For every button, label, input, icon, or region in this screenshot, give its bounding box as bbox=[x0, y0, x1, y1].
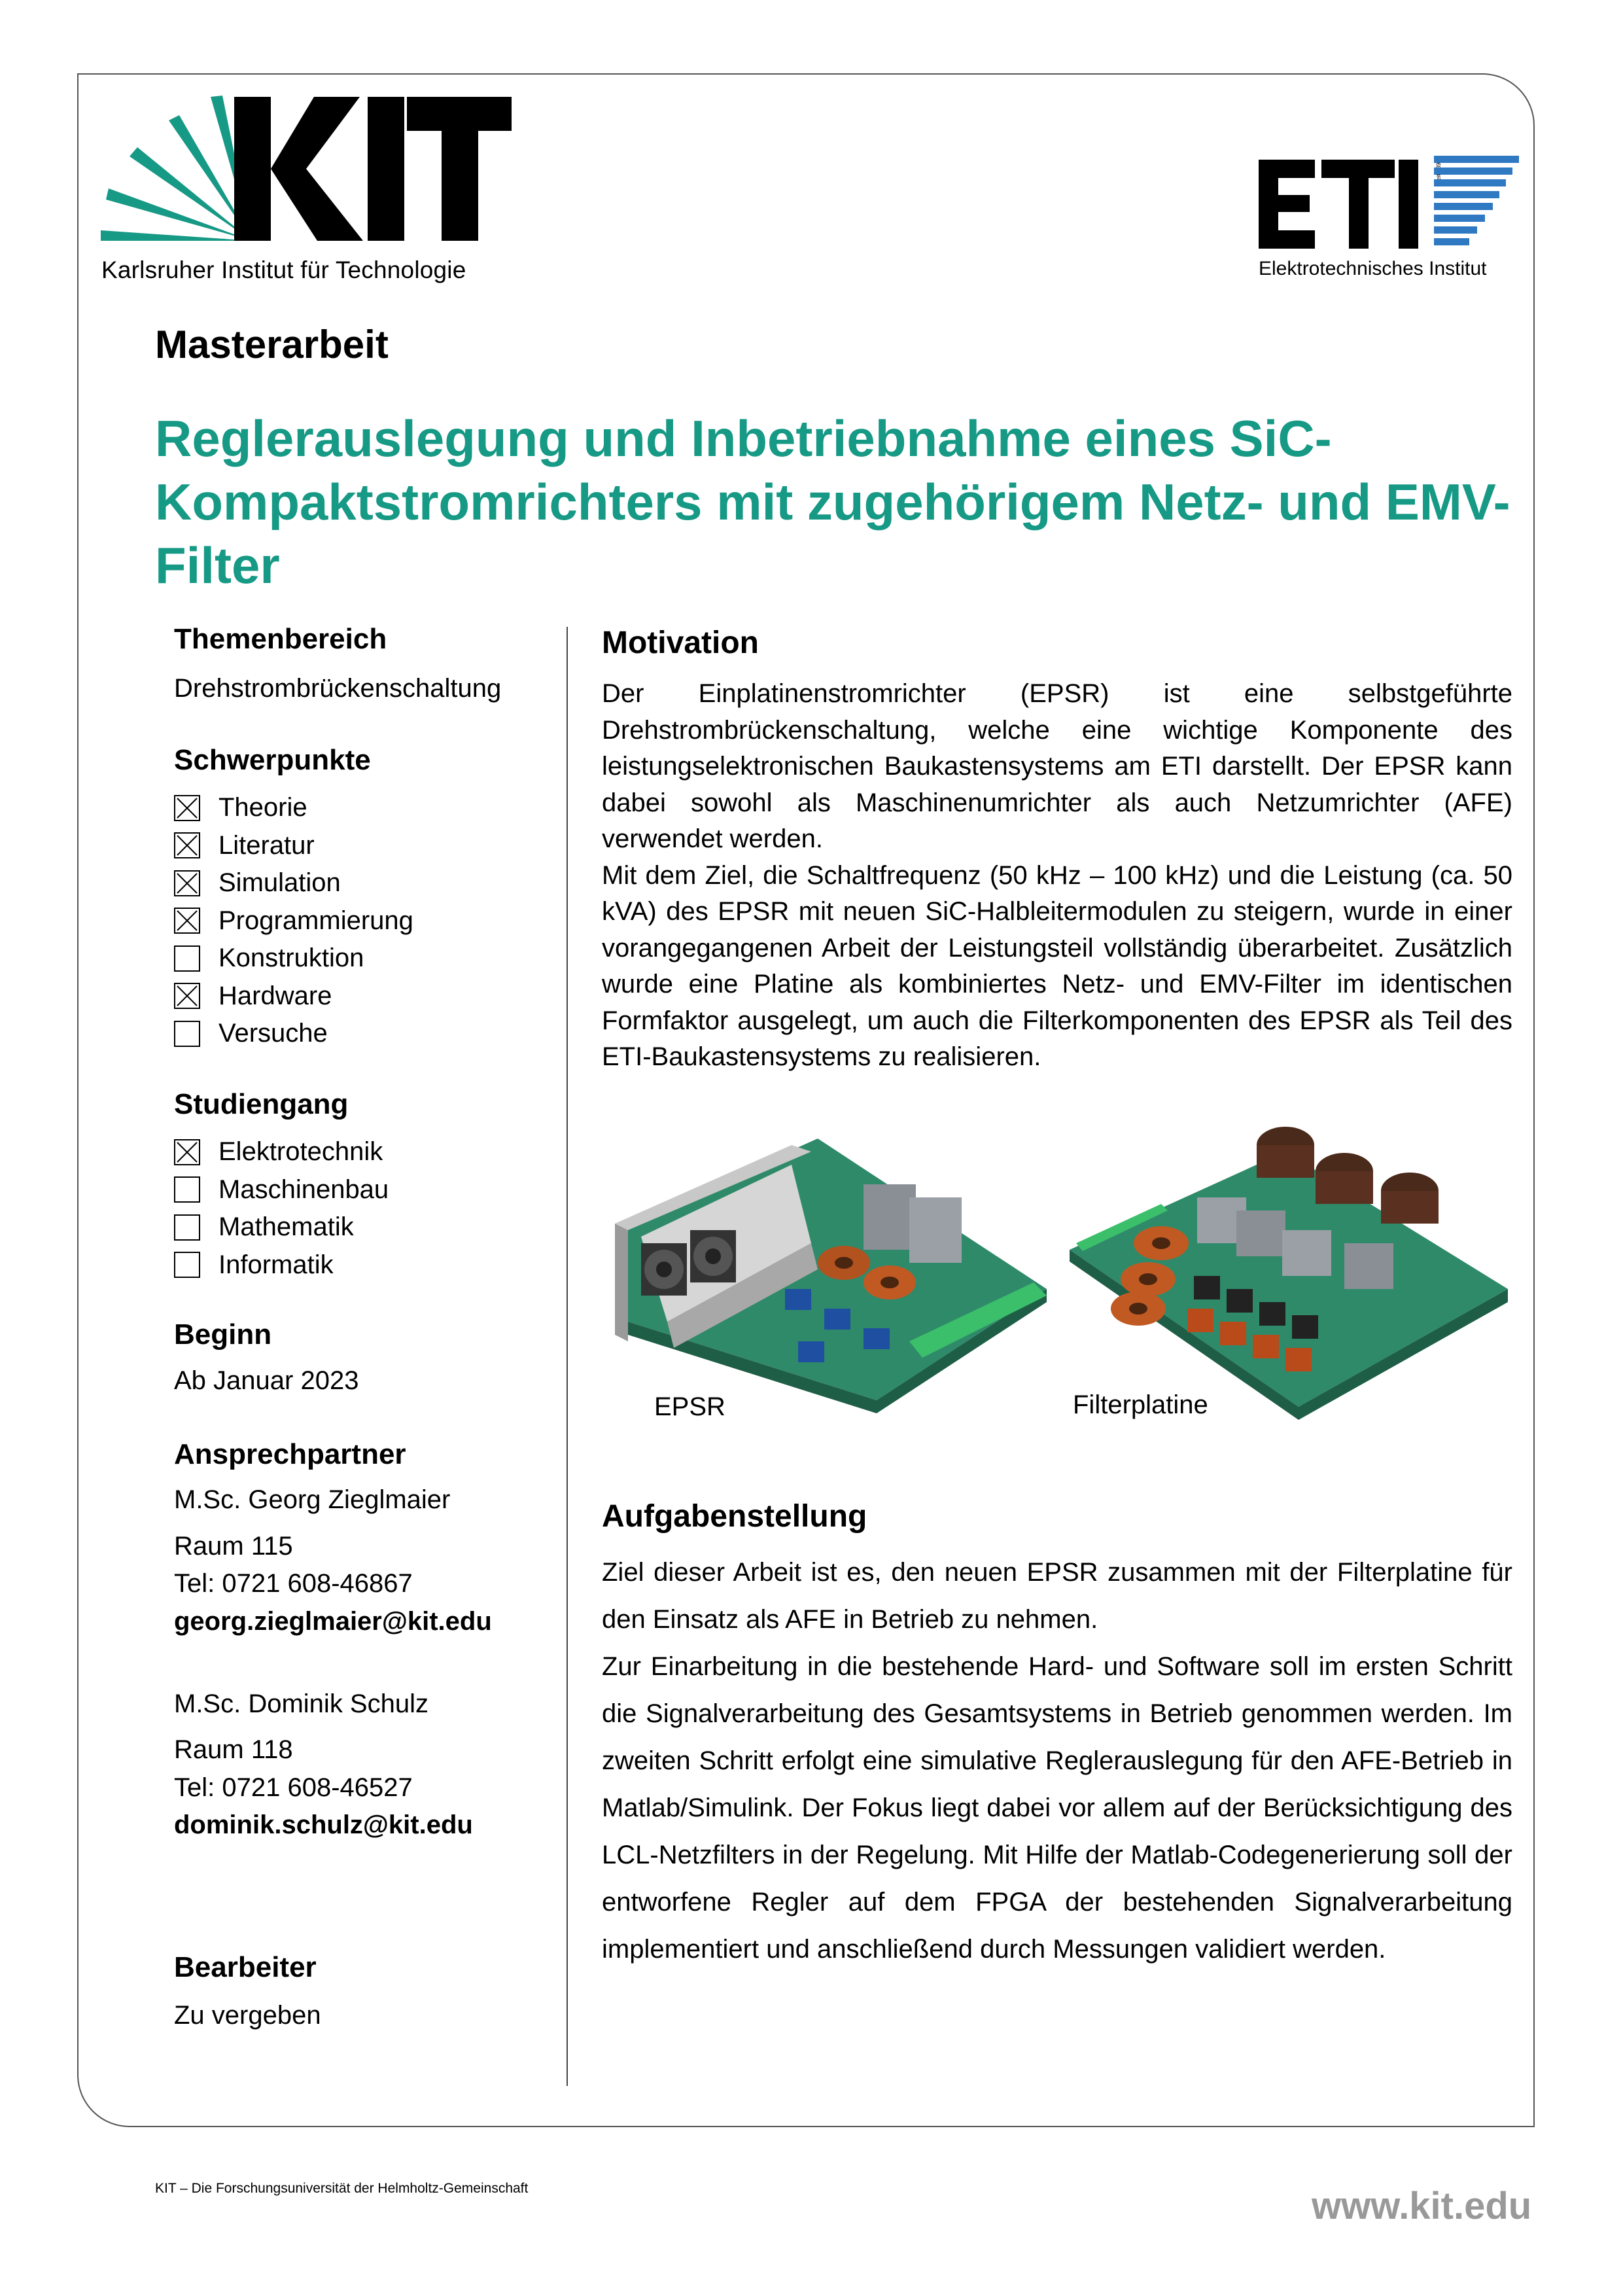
aufgabe-paragraph-1: Ziel dieser Arbeit ist es, den neuen EPSR zusammen mit der Filterplatine für den Einsatz als AFE in Betrieb zu nehmen. bbox=[602, 1558, 1512, 1634]
aufgabenstellung-heading: Aufgabenstellung bbox=[602, 1499, 867, 1534]
studiengang-heading: Studiengang bbox=[174, 1088, 349, 1120]
filterplatine-caption: Filterplatine bbox=[1073, 1390, 1208, 1419]
checkbox-label: Maschinenbau bbox=[218, 1174, 389, 1204]
checkbox-label: Programmierung bbox=[218, 906, 413, 935]
checkbox-item bbox=[174, 1209, 389, 1246]
bearbeiter-value: Zu vergeben bbox=[174, 2001, 321, 2030]
contact-email[interactable]: dominik.schulz@kit.edu bbox=[174, 1810, 473, 1839]
epsr-image bbox=[602, 1125, 1053, 1413]
checkbox-label: Mathematik bbox=[218, 1212, 354, 1242]
motivation-paragraph-1: Der Einplatinenstromrichter (EPSR) ist eine selbstgeführte Drehstrombrückenschaltung, welche eine wichtige Komponente des leistungselektronischen Baukastensystems am ETI darstellt. Der EPSR kann dabei sowohl als Maschinenumrichter als auch Netzumrichter (AFE) verwendet werden. bbox=[602, 679, 1512, 853]
checkbox-label: Simulation bbox=[218, 868, 341, 898]
checkbox-label: Hardware bbox=[218, 981, 332, 1010]
checkbox-item bbox=[174, 940, 413, 978]
themenbereich-heading: Themenbereich bbox=[174, 623, 387, 655]
filterplatine-image bbox=[1063, 1112, 1521, 1426]
checkbox-icon bbox=[174, 1214, 200, 1241]
epsr-caption: EPSR bbox=[654, 1392, 725, 1421]
checkbox-icon bbox=[174, 795, 200, 821]
themenbereich-value: Drehstrombrückenschaltung bbox=[174, 674, 502, 703]
contact-name: M.Sc. Georg Zieglmaier bbox=[174, 1485, 451, 1514]
document-type: Masterarbeit bbox=[155, 323, 389, 366]
check-x-icon bbox=[175, 834, 199, 857]
contact-name: M.Sc. Dominik Schulz bbox=[174, 1689, 428, 1718]
bearbeiter-heading: Bearbeiter bbox=[174, 1951, 317, 1983]
checkbox-icon bbox=[174, 832, 200, 858]
checkbox-item bbox=[174, 902, 413, 940]
kit-logo bbox=[98, 92, 517, 249]
schwerpunkte-list bbox=[174, 789, 413, 1053]
checkbox-icon bbox=[174, 945, 200, 972]
motivation-text bbox=[602, 676, 1512, 1076]
checkbox-icon bbox=[174, 1139, 200, 1165]
checkbox-label: Versuche bbox=[218, 1019, 328, 1048]
check-x-icon bbox=[175, 909, 199, 932]
footer-tagline: KIT – Die Forschungsuniversität der Helmholtz-Gemeinschaft bbox=[155, 2181, 529, 2196]
footer-url[interactable]: www.kit.edu bbox=[1312, 2185, 1532, 2227]
checkbox-item bbox=[174, 864, 413, 902]
studiengang-list bbox=[174, 1133, 389, 1284]
check-x-icon bbox=[175, 984, 199, 1008]
checkbox-icon bbox=[174, 908, 200, 934]
check-x-icon bbox=[175, 872, 199, 895]
contact-room: Raum 115 bbox=[174, 1532, 293, 1561]
checkbox-item bbox=[174, 1133, 389, 1171]
checkbox-label: Informatik bbox=[218, 1250, 334, 1279]
column-divider bbox=[567, 627, 568, 2086]
checkbox-label: Konstruktion bbox=[218, 944, 364, 973]
motivation-heading: Motivation bbox=[602, 626, 759, 660]
check-x-icon bbox=[175, 796, 199, 820]
checkbox-icon bbox=[174, 1252, 200, 1278]
checkbox-item bbox=[174, 1171, 389, 1209]
checkbox-item bbox=[174, 978, 413, 1016]
checkbox-icon bbox=[174, 1021, 200, 1047]
checkbox-label: Elektrotechnik bbox=[218, 1137, 383, 1167]
kit-name: Karlsruher Institut für Technologie bbox=[101, 256, 466, 283]
eti-name: Elektrotechnisches Institut bbox=[1259, 258, 1487, 279]
checkbox-item bbox=[174, 1015, 413, 1053]
checkbox-item bbox=[174, 1246, 389, 1284]
check-x-icon bbox=[175, 1140, 199, 1164]
contact-email[interactable]: georg.zieglmaier@kit.edu bbox=[174, 1607, 492, 1636]
ansprechpartner-heading: Ansprechpartner bbox=[174, 1438, 406, 1470]
checkbox-icon bbox=[174, 1176, 200, 1203]
checkbox-label: Theorie bbox=[218, 793, 307, 822]
thesis-title: Reglerauslegung und Inbetriebnahme eines SiC-Kompaktstromrichters mit zugehörigem Netz- und EMV-Filter bbox=[155, 410, 1510, 594]
schwerpunkte-heading: Schwerpunkte bbox=[174, 744, 371, 776]
aufgabe-paragraph-2: Zur Einarbeitung in die bestehende Hard- und Software soll im ersten Schritt die Signalverarbeitung des Gesamtsystems in Betrieb genommen werden. Im zweiten Schritt erfolgt eine simulative Reglerauslegung für den AFE-Betrieb in Matlab/Simulink. Der Fokus liegt dabei vor allem auf der Berücksichtigung des LCL-Netzfilters in der Regelung. Mit Hilfe der Matlab-Codegenerierung soll der entworfene Regler auf dem FPGA der bestehenden Signalverarbeitung implementiert und anschließend durch Messungen validiert werden. bbox=[602, 1652, 1512, 1964]
contact-phone: Tel: 0721 608-46867 bbox=[174, 1569, 413, 1598]
contact-room: Raum 118 bbox=[174, 1735, 293, 1764]
beginn-value: Ab Januar 2023 bbox=[174, 1366, 359, 1395]
checkbox-item bbox=[174, 827, 413, 865]
eti-logo bbox=[1259, 152, 1520, 256]
contact-phone: Tel: 0721 608-46527 bbox=[174, 1773, 413, 1802]
checkbox-label: Literatur bbox=[218, 830, 315, 860]
aufgabenstellung-text bbox=[602, 1549, 1512, 1973]
checkbox-icon bbox=[174, 983, 200, 1009]
beginn-heading: Beginn bbox=[174, 1318, 272, 1351]
checkbox-item bbox=[174, 789, 413, 827]
checkbox-icon bbox=[174, 870, 200, 896]
motivation-paragraph-2: Mit dem Ziel, die Schaltfrequenz (50 kHz – 100 kHz) und die Leistung (ca. 50 kVA) des EPSR mit neuen SiC-Halbleitermodulen zu steigern, wurde in einer vorangegangenen Arbeit der Leistungsteil vollständig überarbeitet. Zusätzlich wurde eine Platine als kombiniertes Netz- und EMV-Filter im identischen Formfaktor ausgelegt, um auch die Filterkomponenten des EPSR als Teil des ETI-Baukastensystems zu realisieren. bbox=[602, 860, 1512, 1071]
